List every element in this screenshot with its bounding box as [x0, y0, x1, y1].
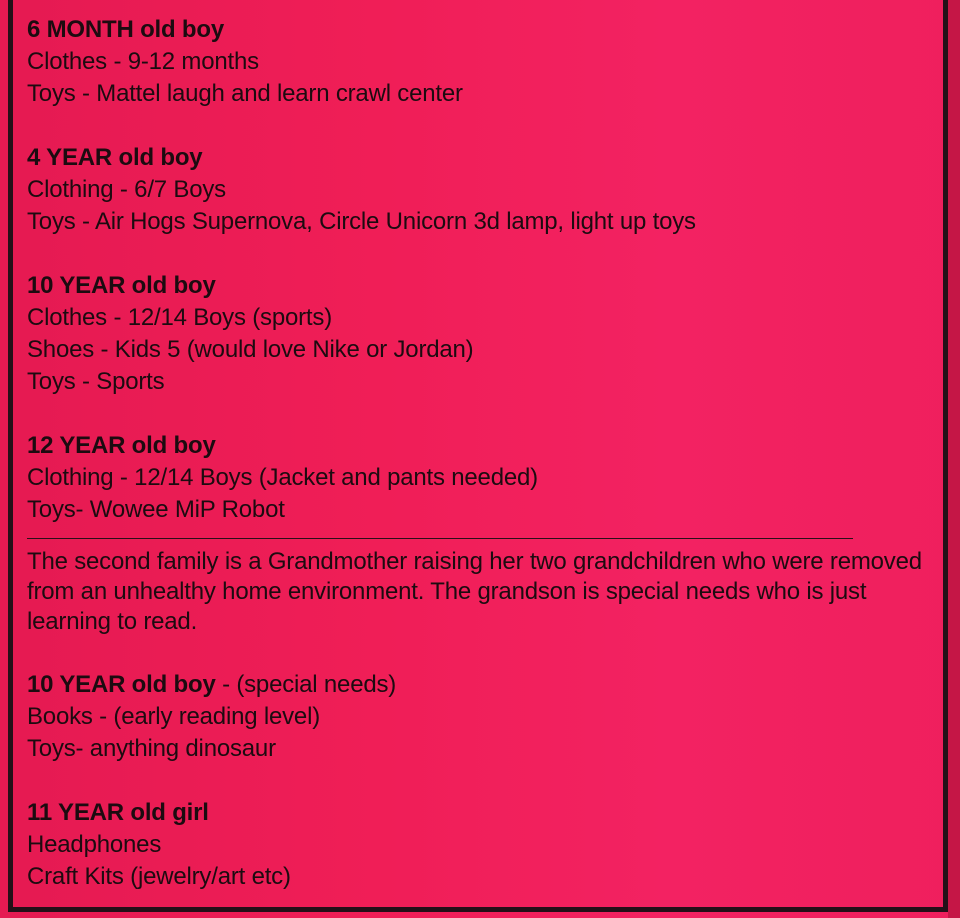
section-heading: 6 MONTH old boy [27, 16, 224, 43]
list-item: Clothing - 12/14 Boys (Jacket and pants needed) [27, 464, 538, 491]
list-item: Toys - Mattel laugh and learn crawl center [27, 80, 463, 107]
paragraph-line: from an unhealthy home environment. The grandson is special needs who is just [27, 578, 867, 605]
list-item: Shoes - Kids 5 (would love Nike or Jordan) [27, 336, 474, 363]
list-item: Books - (early reading level) [27, 703, 320, 730]
list-item: Toys- anything dinosaur [27, 735, 276, 762]
wish-list [27, 14, 927, 893]
list-item: Toys - Air Hogs Supernova, Circle Unicorn 3d lamp, light up toys [27, 208, 696, 235]
border-left [8, 0, 13, 912]
list-item: Headphones [27, 831, 162, 858]
section-11-year-girl [27, 797, 927, 893]
section-6-month-boy [27, 14, 927, 110]
section-divider [27, 538, 853, 539]
list-item: Craft Kits (jewelry/art etc) [27, 863, 291, 890]
border-right [943, 0, 948, 912]
section-10-year-boy [27, 270, 927, 398]
paper-edge [948, 0, 960, 918]
section-heading: 10 YEAR old boy [27, 671, 216, 698]
list-item: Clothes - 9-12 months [27, 48, 259, 75]
list-item: Clothes - 12/14 Boys (sports) [27, 304, 332, 331]
section-heading-row [27, 669, 927, 701]
section-4-year-boy [27, 142, 927, 238]
list-item: Toys- Wowee MiP Robot [27, 496, 285, 523]
paragraph-line: learning to read. [27, 608, 198, 635]
section-heading: 12 YEAR old boy [27, 432, 216, 459]
heading-note: - (special needs) [215, 671, 397, 698]
paragraph-line: The second family is a Grandmother raising her two grandchildren who were removed [27, 548, 922, 575]
list-item: Toys - Sports [27, 368, 165, 395]
section-heading: 10 YEAR old boy [27, 272, 216, 299]
list-item: Clothing - 6/7 Boys [27, 176, 226, 203]
section-10-year-boy-special-needs [27, 669, 927, 765]
second-family-intro [27, 547, 927, 637]
section-heading: 11 YEAR old girl [27, 799, 209, 826]
border-bottom [8, 907, 948, 912]
section-heading: 4 YEAR old boy [27, 144, 203, 171]
section-12-year-boy [27, 430, 927, 526]
